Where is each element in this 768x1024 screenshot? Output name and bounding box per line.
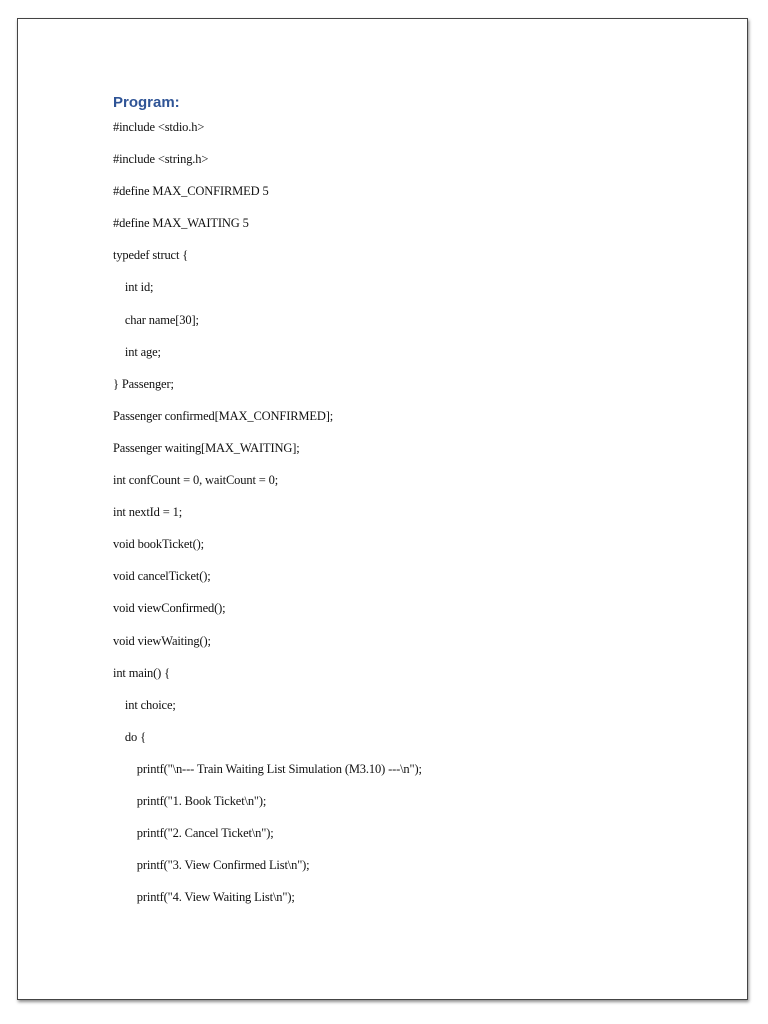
code-line: #include <string.h> — [113, 152, 209, 167]
code-line: void viewConfirmed(); — [113, 601, 226, 616]
code-line: int nextId = 1; — [113, 505, 183, 520]
code-line: void bookTicket(); — [113, 537, 204, 552]
code-line: void cancelTicket(); — [113, 569, 211, 584]
code-line: #define MAX_CONFIRMED 5 — [113, 184, 269, 199]
code-line: do { — [113, 729, 146, 744]
code-line: #include <stdio.h> — [113, 120, 205, 134]
code-line: int choice; — [113, 697, 176, 712]
code-line: printf("\n--- Train Waiting List Simulation (M3.10) ---\n"); — [113, 761, 422, 776]
code-line: printf("2. Cancel Ticket\n"); — [113, 826, 274, 841]
code-line: void viewWaiting(); — [113, 633, 211, 648]
code-line: char name[30]; — [113, 312, 199, 327]
code-line: int main() { — [113, 665, 170, 680]
code-line: Passenger waiting[MAX_WAITING]; — [113, 440, 300, 455]
document-page — [17, 18, 748, 1000]
code-listing — [113, 117, 713, 919]
code-line: int id; — [113, 280, 154, 295]
code-line: printf("1. Book Ticket\n"); — [113, 793, 267, 808]
code-line: Passenger confirmed[MAX_CONFIRMED]; — [113, 408, 334, 423]
code-line: int age; — [113, 344, 161, 359]
code-line: #define MAX_WAITING 5 — [113, 216, 249, 231]
code-line: printf("4. View Waiting List\n"); — [113, 890, 295, 905]
code-line: printf("3. View Confirmed List\n"); — [113, 858, 310, 873]
code-line: typedef struct { — [113, 248, 189, 263]
code-line: int confCount = 0, waitCount = 0; — [113, 473, 279, 488]
code-line: } Passenger; — [113, 376, 174, 391]
program-heading: Program: — [113, 94, 180, 111]
